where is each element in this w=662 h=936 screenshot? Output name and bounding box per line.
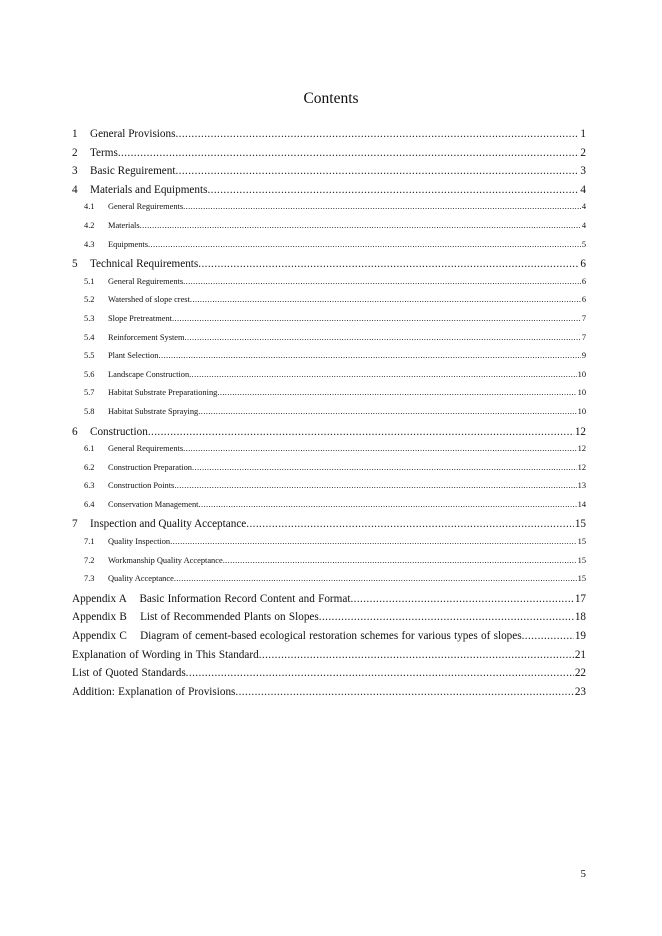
toc-dot-leader (174, 574, 577, 583)
toc-entry[interactable] (72, 277, 586, 296)
toc-dot-leader (207, 184, 579, 196)
toc-entry-page: 15 (574, 518, 586, 531)
toc-dot-leader (186, 667, 574, 679)
toc-entry[interactable] (72, 500, 586, 519)
toc-entry-page: 12 (574, 425, 586, 438)
toc-entry-number: 5.8 (84, 406, 95, 416)
toc-entry-page: 4 (580, 183, 586, 196)
toc-entry-label: Workmanship Quality Acceptance (108, 555, 223, 565)
toc-entry[interactable] (72, 556, 586, 575)
toc-entry-label: Habitat Substrate Spraying (108, 406, 199, 416)
toc-entry[interactable] (72, 518, 586, 537)
toc-dot-leader (350, 593, 573, 605)
toc-entry-label: Quality Inspection (108, 537, 171, 547)
toc-entry-label: Materials and Equipments (90, 183, 208, 196)
toc-dot-leader (140, 221, 581, 230)
toc-dot-leader (148, 426, 574, 438)
toc-entry-number: 4.3 (84, 239, 95, 249)
toc-entry-label: Technical Requirements (90, 258, 199, 271)
toc-entry-page: 18 (574, 611, 586, 624)
toc-entry-page: 6 (581, 295, 586, 305)
toc-dot-leader (198, 407, 576, 416)
toc-entries (72, 128, 586, 704)
toc-entry-page: 9 (581, 351, 586, 361)
toc-entry[interactable] (72, 370, 586, 389)
toc-entry[interactable] (72, 574, 586, 593)
toc-dot-leader (217, 388, 576, 397)
toc-dot-leader (148, 240, 581, 249)
toc-entry-page: 7 (581, 313, 586, 323)
toc-entry-page: 3 (580, 165, 586, 178)
toc-entry-page: 15 (577, 555, 586, 565)
toc-entry-page: 22 (574, 667, 586, 680)
toc-entry-number: 7.3 (84, 574, 95, 584)
toc-entry-page: 12 (577, 462, 586, 472)
toc-entry-label: Quality Acceptance (108, 574, 174, 584)
toc-entry[interactable] (72, 128, 586, 147)
toc-entry-label: Watershed of slope crest (108, 295, 190, 305)
toc-entry-label: Construction Points (108, 481, 175, 491)
page-title: Contents (303, 90, 359, 107)
toc-dot-leader (190, 295, 581, 304)
toc-entry[interactable] (72, 388, 586, 407)
toc-entry-number: 6.4 (84, 499, 95, 509)
toc-entry-page: 7 (581, 332, 586, 342)
toc-dot-leader (522, 630, 574, 642)
toc-dot-leader (158, 351, 580, 360)
toc-entry-label: General Reguirements (108, 202, 184, 212)
toc-entry[interactable] (72, 481, 586, 500)
toc-entry-page: 4 (581, 202, 586, 212)
toc-entry[interactable] (72, 686, 586, 705)
toc-entry-page: 5 (581, 239, 586, 249)
toc-entry-label: Basic Reguirement (90, 165, 176, 178)
toc-entry-label: General Provisions (90, 128, 176, 140)
toc-dot-leader (246, 518, 574, 530)
toc-entry-label: Equipments (108, 239, 149, 249)
toc-entry-label: General Reguirements (108, 276, 184, 286)
toc-entry[interactable] (72, 184, 586, 203)
toc-entry[interactable] (72, 649, 586, 668)
toc-entry-page: 4 (581, 220, 586, 230)
toc-entry-label: List of Quoted Standards (72, 667, 186, 680)
toc-dot-leader (183, 444, 577, 453)
toc-entry-number: 5 (72, 258, 78, 271)
toc-entry-number: 5.4 (84, 332, 95, 342)
toc-entry[interactable] (72, 240, 586, 259)
toc-entry-number: 5.3 (84, 313, 95, 323)
toc-entry[interactable] (72, 630, 586, 649)
toc-dot-leader (175, 165, 579, 177)
toc-entry-number: 3 (72, 165, 78, 178)
toc-entry[interactable] (72, 407, 586, 426)
toc-entry-number: 5.1 (84, 276, 95, 286)
toc-dot-leader (183, 277, 581, 286)
toc-entry-page: 2 (580, 146, 586, 159)
toc-entry-label: Inspection and Quality Acceptance (90, 518, 247, 531)
toc-entry-label: Construction Preparation (108, 462, 192, 472)
toc-dot-leader (198, 500, 576, 509)
toc-entry-number: 6.1 (84, 444, 95, 454)
toc-dot-leader (189, 370, 576, 379)
toc-entry-number: 5.7 (84, 388, 95, 398)
toc-entry[interactable] (72, 611, 586, 630)
toc-entry-label: Addition: Explanation of Provisions (72, 685, 236, 698)
toc-entry[interactable] (72, 426, 586, 445)
toc-entry-number: 2 (72, 146, 78, 159)
toc-entry-label: Landscape Construction (108, 369, 190, 379)
toc-entry-label: Conservation Management (108, 499, 199, 509)
toc-entry[interactable] (72, 221, 586, 240)
toc-entry-number: 5.6 (84, 369, 95, 379)
toc-entry-page: 23 (574, 685, 586, 698)
toc-entry-page: 1 (580, 128, 586, 140)
toc-entry-label: Habitat Substrate Preparationing (108, 388, 218, 398)
toc-entry-number: 6 (72, 425, 78, 438)
toc-entry-label: Construction (90, 425, 148, 438)
toc-entry-number: 5.5 (84, 351, 95, 361)
toc-entry-number: 4.1 (84, 202, 95, 212)
toc-dot-leader (174, 481, 576, 490)
toc-entry[interactable] (72, 667, 586, 686)
toc-entry-number: 6.3 (84, 481, 95, 491)
toc-entry-number: 7 (72, 518, 78, 531)
page-number: 5 (580, 868, 586, 880)
toc-entry-number: 7.2 (84, 555, 95, 565)
toc-dot-leader (235, 686, 573, 698)
toc-entry-number: 5.2 (84, 295, 95, 305)
toc-entry-page: 15 (577, 537, 586, 547)
toc-entry-page: 19 (574, 630, 586, 643)
toc-entry-label: Appendix B List of Recommended Plants on Slopes (72, 611, 319, 624)
toc-entry-page: 10 (577, 369, 586, 379)
toc-entry[interactable] (72, 537, 586, 556)
toc-entry-label: Explanation of Wording in This Standard (72, 648, 259, 661)
toc-entry-page: 10 (577, 388, 586, 398)
toc-entry-page: 6 (581, 276, 586, 286)
toc-entry-label: General Requirements (108, 444, 184, 454)
toc-dot-leader (118, 147, 580, 159)
toc-entry-page: 15 (577, 574, 586, 584)
toc-entry[interactable] (72, 165, 586, 184)
toc-entry-page: 21 (574, 648, 586, 661)
toc-entry-label: Reinforcement System (108, 332, 185, 342)
toc-entry-number: 1 (72, 128, 78, 140)
toc-entry[interactable] (72, 295, 586, 314)
toc-dot-leader (259, 649, 574, 661)
toc-dot-leader (192, 463, 577, 472)
toc-entry-number: 4 (72, 183, 78, 196)
toc-entry-label: Plant Selection (108, 351, 159, 361)
toc-entry-page: 14 (577, 499, 586, 509)
toc-entry-page: 12 (577, 444, 586, 454)
toc-entry[interactable] (72, 444, 586, 463)
toc-entry-number: 6.2 (84, 462, 95, 472)
toc-entry[interactable] (72, 147, 586, 166)
toc-entry-page: 10 (577, 406, 586, 416)
toc-dot-leader (172, 314, 581, 323)
toc-entry-page: 17 (574, 592, 586, 605)
toc-entry-label: Appendix C Diagram of cement-based ecological restoration schemes for various types of slopes (72, 630, 522, 643)
toc-dot-leader (175, 128, 579, 140)
toc-dot-leader (223, 556, 577, 565)
toc-entry[interactable] (72, 314, 586, 333)
toc-entry[interactable] (72, 333, 586, 352)
toc-dot-leader (185, 333, 581, 342)
toc-dot-leader (319, 611, 574, 623)
toc-entry[interactable] (72, 202, 586, 221)
toc-dot-leader (183, 202, 581, 211)
toc-entry-label: Slope Pretreatment (108, 313, 172, 323)
toc-entry[interactable] (72, 463, 586, 482)
toc-entry-page: 13 (577, 481, 586, 491)
toc-entry[interactable] (72, 351, 586, 370)
toc-entry-page: 6 (580, 258, 586, 271)
toc-entry-label: Materials (108, 220, 140, 230)
toc-entry[interactable] (72, 258, 586, 277)
toc-entry-label: Terms (90, 146, 118, 159)
toc-dot-leader (198, 258, 579, 270)
toc-entry-label: Appendix A Basic Information Record Content and Format (72, 592, 351, 605)
toc-entry[interactable] (72, 593, 586, 612)
table-of-contents (72, 128, 586, 704)
toc-dot-leader (170, 537, 577, 546)
toc-entry-number: 4.2 (84, 220, 95, 230)
toc-entry-number: 7.1 (84, 537, 95, 547)
